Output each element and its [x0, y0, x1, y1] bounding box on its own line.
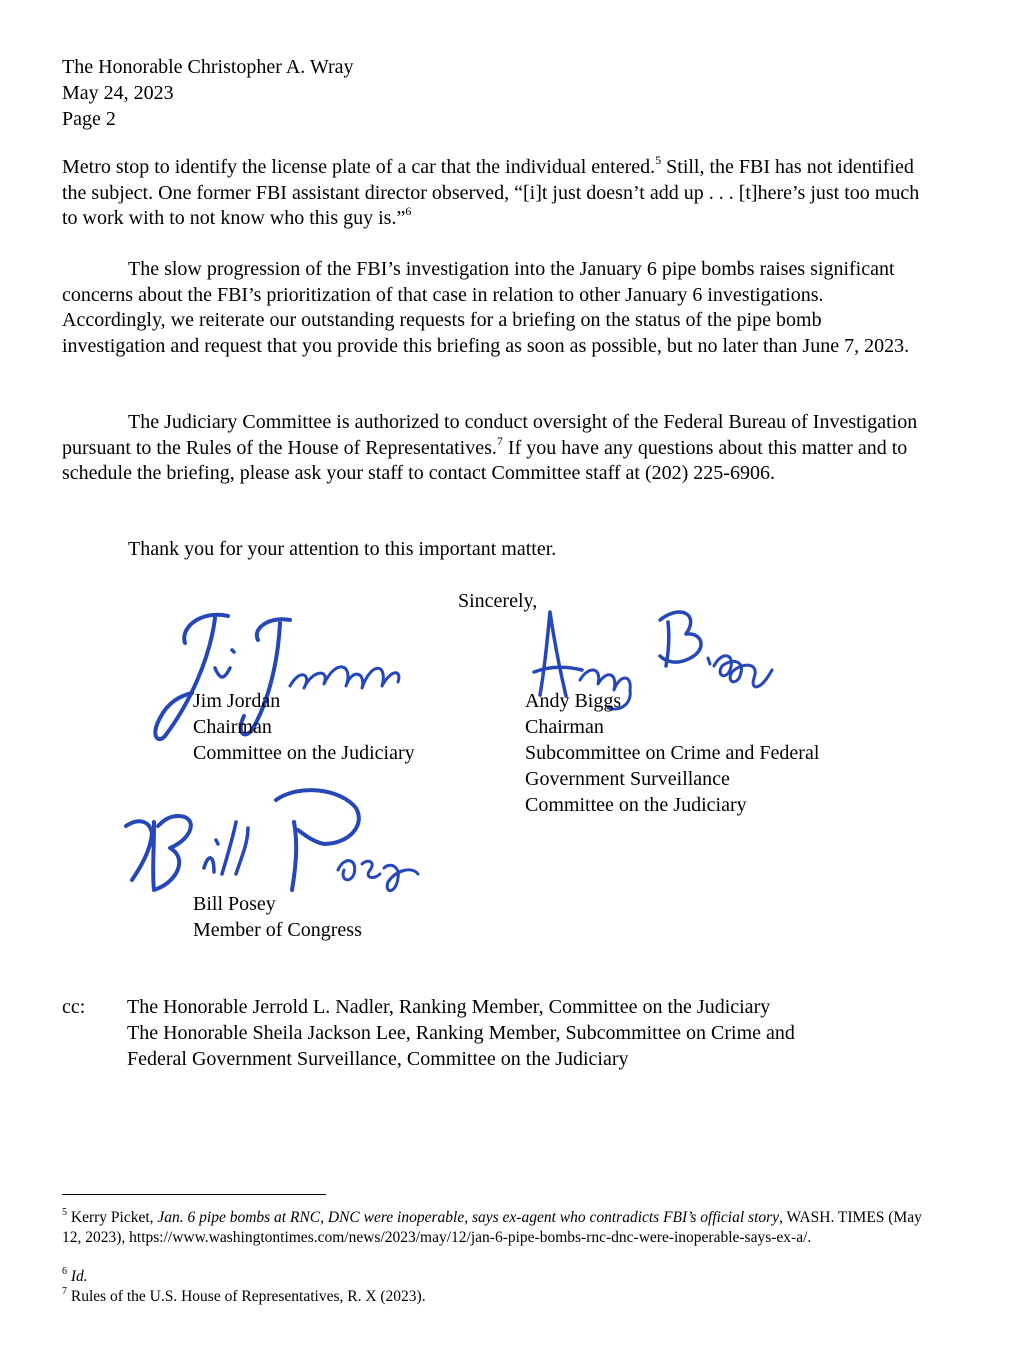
footnote-6 [62, 1267, 942, 1287]
footnote-6-text: Id. [70, 1268, 88, 1285]
cc-label: cc: [62, 996, 86, 1018]
closing-sincerely: Sincerely, [458, 590, 538, 612]
signatory-name-jordan: Jim Jordan [193, 690, 281, 712]
paragraph-3-text-a: The Judiciary Committee is authorized to conduct oversight of the Federal Bureau of Investigation pursuant to the Rules of the House of Representatives. [62, 411, 918, 459]
paragraph-1 [62, 155, 922, 232]
cc-line-1: The Honorable Jerrold L. Nadler, Ranking Member, Committee on the Judiciary [127, 996, 771, 1018]
footnote-5 [62, 1208, 942, 1247]
footnote-ref-5: 5 [655, 153, 662, 168]
footnote-7-text: Rules of the U.S. House of Representatives, R. X (2023). [67, 1288, 426, 1305]
bill-posey-signature [118, 782, 438, 902]
footnote-ref-6: 6 [405, 204, 412, 219]
footnote-separator [62, 1194, 326, 1195]
recipient-line: The Honorable Christopher A. Wray [62, 56, 354, 78]
paragraph-3-text-b: If you have any questions about this matter and to schedule the briefing, please ask your staff to contact Committee staff at (202) 225-6906. [62, 436, 908, 484]
paragraph-2 [62, 257, 922, 359]
footnote-5-citation: , WASH. TIMES (May 12, 2023), https://www.washingtontimes.com/news/2023/may/12/jan-6-pipe-bombs-rnc-dnc-were-inoperable-says-ex-a/. [62, 1209, 922, 1246]
footnote-5-author: Kerry Picket, [67, 1209, 158, 1226]
paragraph-3 [62, 410, 922, 487]
signatory-title-biggs-1: Chairman [525, 716, 604, 738]
page-number: Page 2 [62, 108, 116, 130]
signatory-title-biggs-2: Subcommittee on Crime and Federal [525, 742, 820, 764]
paragraph-1-text-a: Metro stop to identify the license plate of a car that the individual entered. [62, 156, 656, 178]
paragraph-2-text: The slow progression of the FBI’s investigation into the January 6 pipe bombs raises significant concerns about the FBI’s prioritization of that case in relation to other January 6 investigations. Accordingly, we reiterate our outstanding requests for a briefing on the status of the pipe bomb investigation and request that you provide this briefing as soon as possible, but no later than June 7, 2023. [62, 258, 910, 357]
date-line: May 24, 2023 [62, 82, 174, 104]
signatory-name-posey: Bill Posey [193, 893, 276, 915]
footnote-6-number: 6 [62, 1265, 67, 1277]
cc-list [127, 994, 795, 1072]
signatory-title-biggs-4: Committee on the Judiciary [525, 794, 747, 816]
signatory-title-biggs-3: Government Surveillance [525, 768, 730, 790]
paragraph-1-text-b: Still, the FBI has not identified the subject. One former FBI assistant director observed, “[i]t just doesn’t add up . . . [t]here’s just too much to work with to not know who this guy is.” [62, 156, 920, 229]
cc-line-2: The Honorable Sheila Jackson Lee, Ranking Member, Subcommittee on Crime and [127, 1022, 795, 1044]
signatory-title-posey-1: Member of Congress [193, 919, 362, 941]
footnote-5-title: Jan. 6 pipe bombs at RNC, DNC were inoperable, says ex-agent who contradicts FBI’s official story [157, 1209, 780, 1226]
footnote-7 [62, 1287, 942, 1307]
footnote-5-number: 5 [62, 1206, 67, 1218]
signatory-name-biggs: Andy Biggs [525, 690, 622, 712]
paragraph-4-text: Thank you for your attention to this important matter. [128, 538, 557, 560]
paragraph-4 [62, 537, 922, 563]
footnote-ref-7: 7 [496, 433, 503, 448]
jim-jordan-signature [140, 598, 430, 748]
cc-line-3: Federal Government Surveillance, Committee on the Judiciary [127, 1048, 629, 1070]
footnote-7-number: 7 [62, 1285, 67, 1297]
signatory-title-jordan-2: Committee on the Judiciary [193, 742, 415, 764]
signatory-title-jordan-1: Chairman [193, 716, 272, 738]
